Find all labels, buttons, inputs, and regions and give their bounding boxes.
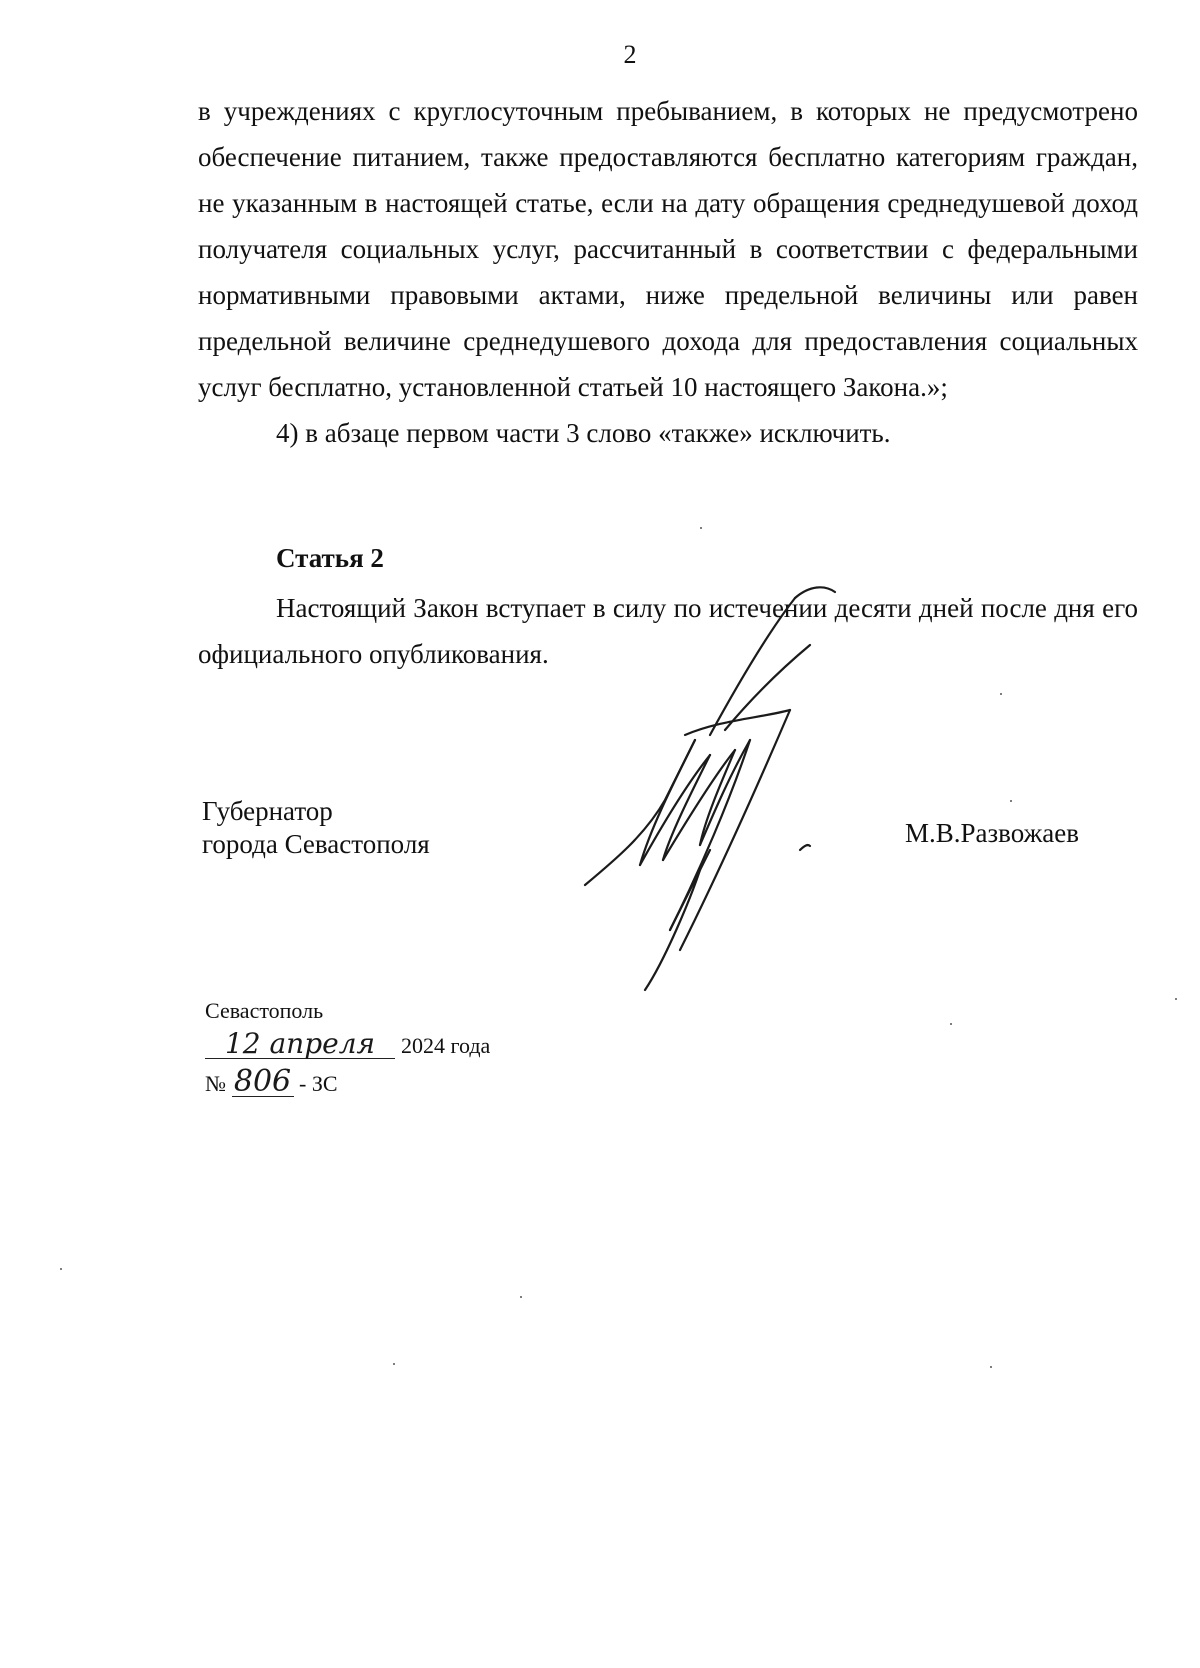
signatory-title-line: города Севастополя bbox=[202, 829, 430, 859]
law-number bbox=[205, 1064, 338, 1099]
scan-speck bbox=[700, 527, 702, 529]
scan-speck bbox=[1000, 693, 1002, 695]
handwritten-signature bbox=[570, 570, 880, 1000]
signing-date bbox=[205, 1027, 491, 1060]
article-heading: Статья 2 bbox=[276, 543, 384, 573]
handwritten-number: 806 bbox=[232, 1068, 294, 1097]
scan-speck bbox=[1175, 998, 1177, 1000]
body-paragraph: в учреждениях с круглосуточным пребыванием, в которых не предусмотрено обеспечение питанием, также предоставляются бесплатно категориям граждан, не указанным в настоящей статье, если на дату обращения среднедушевой доход получателя социальных услуг, рассчитанный в соответствии с федеральными нормативными правовыми актами, ниже предельной величины или равен предельной величине среднедушевого дохода для предоставления социальных услуг бесплатно, установленной статьей 10 настоящего Закона.»; bbox=[198, 96, 1138, 402]
number-prefix: № bbox=[205, 1071, 226, 1096]
scan-speck bbox=[1010, 800, 1012, 802]
signatory-title-line: Губернатор bbox=[202, 796, 333, 826]
number-suffix: - ЗС bbox=[299, 1071, 338, 1096]
scan-speck bbox=[60, 1268, 62, 1270]
scan-speck bbox=[950, 1023, 952, 1025]
signing-place: Севастополь bbox=[205, 998, 324, 1023]
scan-speck bbox=[520, 1296, 522, 1298]
scan-speck bbox=[393, 1363, 395, 1365]
body-paragraph: 4) в абзаце первом части 3 слово «также» исключить. bbox=[276, 418, 891, 448]
signatory-title bbox=[202, 795, 430, 861]
page-number: 2 bbox=[623, 40, 637, 69]
body-text bbox=[198, 88, 1138, 456]
scan-speck bbox=[990, 1366, 992, 1368]
signing-year: 2024 года bbox=[401, 1033, 491, 1058]
signatory-name: М.В.Развожаев bbox=[905, 818, 1079, 848]
article-text: Настоящий Закон вступает в силу по истечении десяти дней после дня его официального опубликования. bbox=[198, 593, 1138, 669]
handwritten-date: 12 апреля bbox=[205, 1030, 395, 1059]
